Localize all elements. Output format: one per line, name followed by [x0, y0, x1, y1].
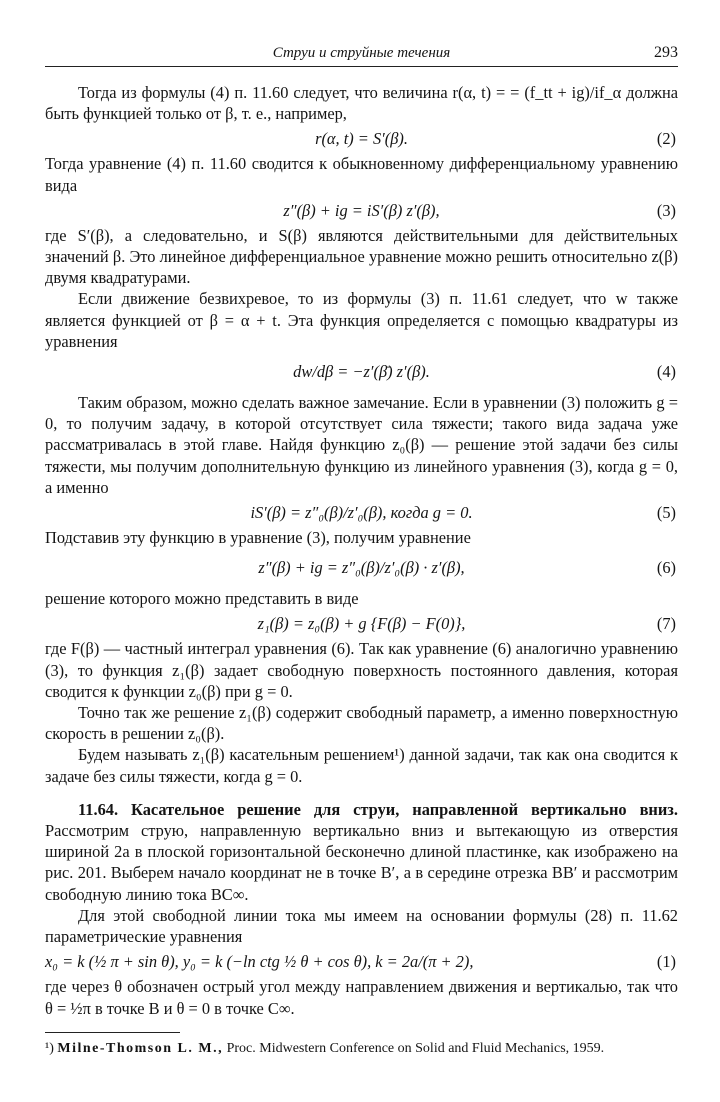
- equation-7: [45, 611, 678, 636]
- paragraph-1: Тогда из формулы (4) п. 11.60 следует, что величина r(α, t) = = (f_tt + ig)/if_α должна быть функцией только от β, т. е., например,: [45, 83, 678, 124]
- footnote-marker: ¹): [45, 1041, 54, 1056]
- equation-1: [45, 949, 678, 974]
- footnote-divider: [45, 1032, 180, 1033]
- paragraph-11: Рассмотрим струю, направленную вертикально вниз и вытекающую из отверстия шириной 2a в плоской горизонтальной бесконечно длиной пластинке, как изображено на рис. 201. Выберем начало координат не в точке B′, а в середине отрезка BB′ и рассмотрим свободную линию тока BC∞.: [45, 821, 678, 904]
- page-number: 293: [654, 44, 678, 61]
- equation-6: [45, 550, 678, 586]
- equation-1-number: (1): [656, 952, 676, 972]
- section-title: 11.64. Касательное решение для струи, направленной вертикально вниз.: [78, 799, 678, 819]
- paragraph-8: где F(β) — частный интеграл уравнения (6). Так как уравнение (6) аналогично уравнению (3), то функция z₁(β) задает свободную поверхность постоянного давления, которая сводится к функции z₀(β) при g = 0.: [45, 639, 678, 701]
- paragraph-6: Подставив эту функцию в уравнение (3), получим уравнение: [45, 528, 471, 548]
- equation-3-number: (3): [656, 200, 676, 220]
- footnote-text: Proc. Midwestern Conference on Solid and Fluid Mechanics, 1959.: [226, 1041, 605, 1056]
- equation-7-formula: z₁(β) = z₀(β) + g {F(β) − F(0)},: [257, 614, 466, 634]
- equation-2-number: (2): [656, 129, 676, 149]
- equation-5: [45, 500, 678, 525]
- equation-4-number: (4): [656, 362, 676, 382]
- equation-7-number: (7): [656, 614, 676, 634]
- equation-5-formula: iS′(β) = z″₀(β)/z′₀(β), когда g = 0.: [250, 503, 473, 523]
- equation-3-formula: z″(β) + ig = iS′(β) z′(β),: [283, 200, 440, 220]
- main-text: [45, 82, 678, 1019]
- equation-2-formula: r(α, t) = S′(β).: [315, 129, 408, 149]
- footnote: [45, 1040, 678, 1058]
- paragraph-5: Таким образом, можно сделать важное замечание. Если в уравнении (3) положить g = 0, то получим задачу, в которой отсутствует сила тяжести; такого вида задача уже рассматривалась в этой главе. Найдя функцию z₀(β) — решение этой задачи без силы тяжести, мы получим дополнительную функцию из линейного уравнения (3), когда g = 0, а именно: [45, 393, 678, 497]
- paragraph-9: Точно так же решение z₁(β) содержит свободный параметр, а именно поверхностную скорость в решении z₀(β).: [45, 703, 678, 744]
- equation-5-number: (5): [656, 503, 676, 523]
- equation-6-formula: z″(β) + ig = z″₀(β)/z′₀(β) · z′(β),: [258, 558, 465, 578]
- page-header: [45, 44, 678, 67]
- paragraph-7: решение которого можно представить в виде: [45, 589, 359, 609]
- equation-4-formula: dw/dβ = −z′(β̄) z′(β).: [293, 362, 430, 382]
- equation-3: [45, 198, 678, 223]
- equation-2: [45, 126, 678, 151]
- equation-6-number: (6): [656, 558, 676, 578]
- equation-1-formula: x₀ = k (½ π + sin θ), y₀ = k (−ln ctg ½ θ + cos θ), k = 2a/(π + 2),: [45, 952, 474, 972]
- footnote-author: Milne-Thomson L. M.,: [57, 1041, 224, 1056]
- paragraph-10: Будем называть z₁(β) касательным решением¹) данной задачи, так как она сводится к задаче без силы тяжести, когда g = 0.: [45, 745, 678, 786]
- equation-4: [45, 354, 678, 390]
- paragraph-2: Тогда уравнение (4) п. 11.60 сводится к обыкновенному дифференциальному уравнению вида: [45, 154, 678, 195]
- paragraph-4: Если движение безвихревое, то из формулы (3) п. 11.61 следует, что w также является функцией от β = α + t. Эта функция определяется с помощью квадратуры из уравнения: [45, 289, 678, 351]
- paragraph-13: где через θ обозначен острый угол между направлением движения и вертикалью, так что θ = ½π в точке B и θ = 0 в точке C∞.: [45, 977, 678, 1018]
- running-head: Струи и струйные течения: [272, 45, 451, 61]
- paragraph-12: Для этой свободной линии тока мы имеем на основании формулы (28) п. 11.62 параметрические уравнения: [45, 905, 678, 947]
- section-paragraph: [45, 799, 678, 905]
- paragraph-3: где S′(β), а следовательно, и S(β) являются действительными для действительных значений β. Это линейное дифференциальное уравнение можно решить относительно z(β) двумя квадратурами.: [45, 225, 678, 288]
